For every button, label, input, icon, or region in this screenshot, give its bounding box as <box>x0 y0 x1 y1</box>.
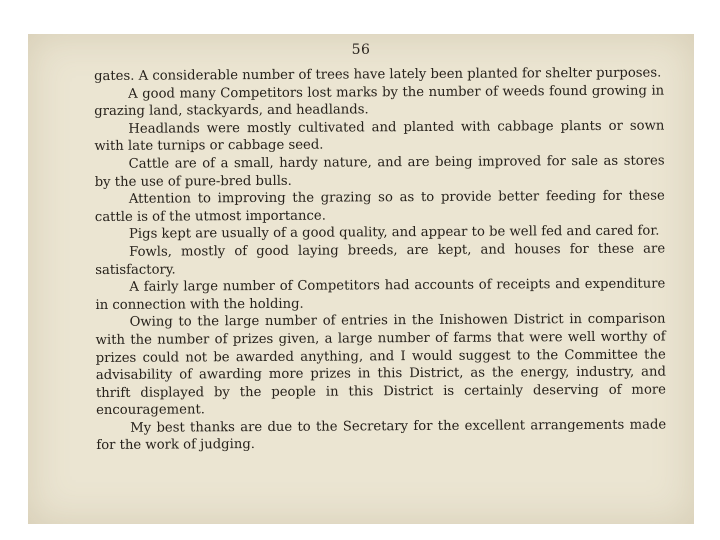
paragraph-cattle: Cattle are of a small, hardy nature, and are being improved for sale as stores by the use of pure-bred bulls. <box>94 153 665 190</box>
paragraph-shelter-trees: gates. A considerable number of trees have lately been planted for shelter purposes. <box>94 65 662 84</box>
paragraph-weeds: A good many Competitors lost marks by the number of weeds found growing in grazing land, stackyards, and headlands. <box>94 83 665 120</box>
paragraph-thanks: My best thanks are due to the Secretary for the excellent arrangements made for the work of judging. <box>96 417 667 454</box>
paragraph-grazing: Attention to improving the grazing so as to provide better feeding for these cattle is of the utmost importance. <box>94 188 665 225</box>
body-text <box>94 65 666 456</box>
page-number: 56 <box>351 42 371 58</box>
paragraph-accounts: A fairly large number of Competitors had accounts of receipts and expenditure in connection with the holding. <box>95 276 666 313</box>
paragraph-fowls: Fowls, mostly of good laying breeds, are kept, and houses for these are satisfactory. <box>95 241 666 278</box>
paragraph-pigs: Pigs kept are usually of a good quality, and appear to be well fed and cared for. <box>128 223 660 243</box>
paragraph-inishowen: Owing to the large number of entries in the Inishowen District in comparison with the number of prizes given, a large number of farms that were well worthy of prizes could not be awarded anything, and I would suggest to the Committee the advisability of awarding more prizes in this District, as the energy, industry, and thrift displayed by the people in this District is certainly deserving of more encouragement. <box>95 311 667 419</box>
scanned-page <box>28 34 694 524</box>
paragraph-headlands: Headlands were mostly cultivated and planted with cabbage plants or sown with late turnips or cabbage seed. <box>94 118 665 155</box>
